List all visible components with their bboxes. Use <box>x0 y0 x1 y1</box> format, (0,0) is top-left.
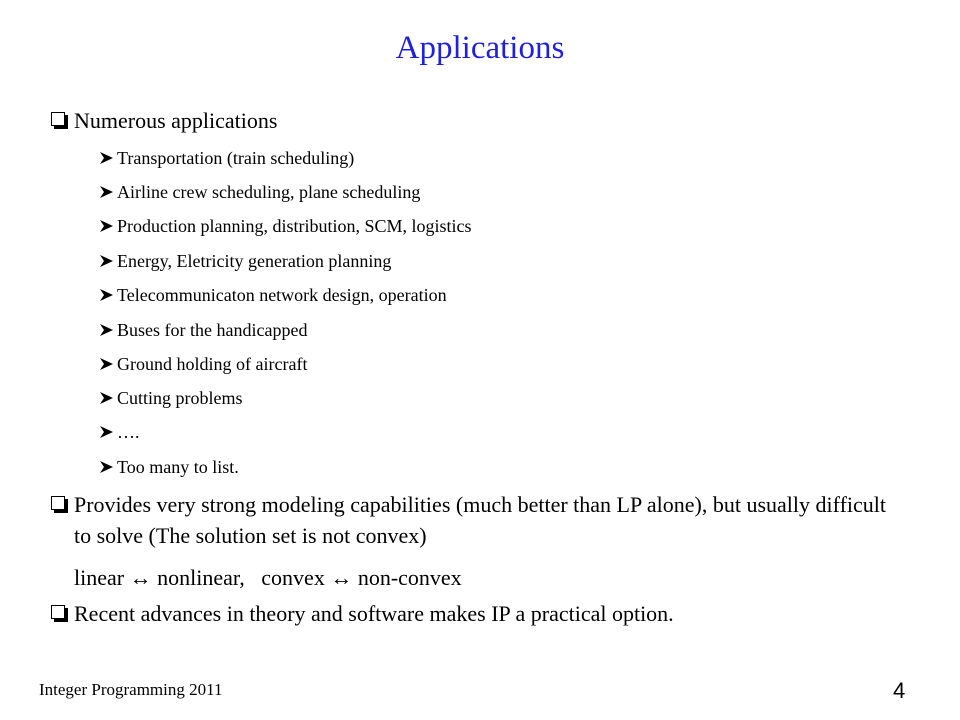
page-number: 4 <box>893 678 906 703</box>
sub-list-item <box>99 180 420 204</box>
bullet-item <box>51 598 901 629</box>
sub-item-text: Transportation (train scheduling) <box>117 148 355 168</box>
relation-term: linear <box>74 565 125 590</box>
arrowhead-right-icon <box>99 288 115 302</box>
arrowhead-right-icon <box>99 391 115 405</box>
arrowhead-right-icon <box>99 254 115 268</box>
sub-item-text: Buses for the handicapped <box>117 320 308 340</box>
arrowhead-right-icon <box>99 219 115 233</box>
sub-item-text: Cutting problems <box>117 388 243 408</box>
sub-item-text: Ground holding of aircraft <box>117 354 308 374</box>
sub-list-item <box>99 283 447 307</box>
relation-term: nonlinear, <box>157 565 245 590</box>
sub-list-item <box>99 386 243 410</box>
sub-list-item <box>99 146 354 170</box>
double-arrow-icon: ↔ <box>129 565 152 590</box>
sub-item-text: Too many to list. <box>117 457 239 477</box>
bullet-item <box>51 489 901 551</box>
arrowhead-right-icon <box>99 425 115 439</box>
sub-item-text: Telecommunicaton network design, operation <box>117 285 447 305</box>
bullet-text: Provides very strong modeling capabilities (much better than LP alone), but usually difficult to solve (The solution set is not convex) <box>74 492 886 548</box>
sub-list-item <box>99 455 239 479</box>
arrowhead-right-icon <box>99 323 115 337</box>
relation-line <box>74 563 462 593</box>
checkbox-square-icon <box>51 112 65 126</box>
sub-list-item <box>99 420 140 444</box>
sub-item-text: Airline crew scheduling, plane scheduling <box>117 182 421 202</box>
arrowhead-right-icon <box>99 460 115 474</box>
bullet-text: Recent advances in theory and software makes IP a practical option. <box>74 601 674 626</box>
sub-item-text: …. <box>117 422 140 442</box>
double-arrow-icon: ↔ <box>330 565 353 590</box>
checkbox-square-icon <box>51 605 65 619</box>
sub-list-item <box>99 318 307 342</box>
sub-item-text: Production planning, distribution, SCM, logistics <box>117 216 472 236</box>
checkbox-square-icon <box>51 496 65 510</box>
sub-item-text: Energy, Eletricity generation planning <box>117 251 392 271</box>
bullet-item <box>51 105 901 136</box>
relation-term: convex <box>261 565 325 590</box>
arrowhead-right-icon <box>99 185 115 199</box>
arrowhead-right-icon <box>99 151 115 165</box>
sub-list-item <box>99 214 472 238</box>
arrowhead-right-icon <box>99 357 115 371</box>
relation-term: non-convex <box>357 565 462 590</box>
sub-list-item <box>99 352 307 376</box>
slide-title: Applications <box>395 30 565 66</box>
sub-list-item <box>99 249 391 273</box>
bullet-text: Numerous applications <box>74 108 278 133</box>
footer-course: Integer Programming 2011 <box>39 680 223 699</box>
